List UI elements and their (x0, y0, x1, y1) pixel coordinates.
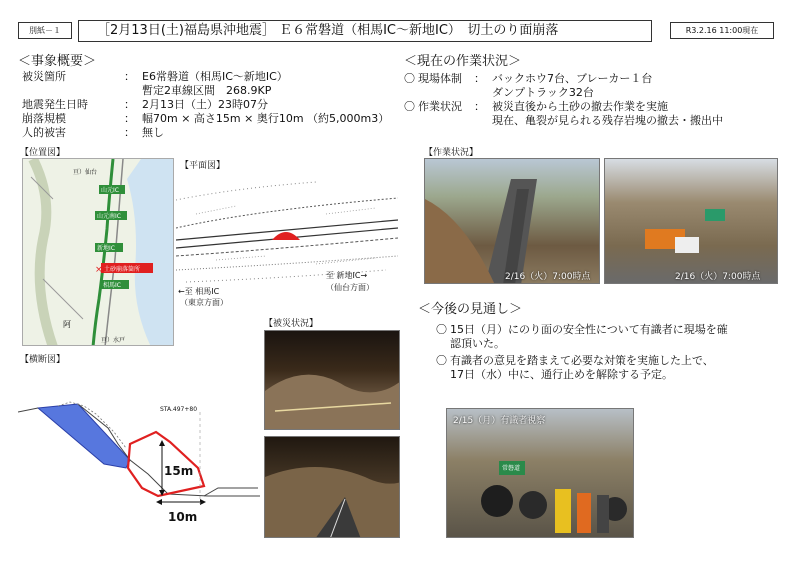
work-photo-1 (424, 158, 600, 284)
overview-row: 地震発生日時 ： 2月13日（土）23時07分 (22, 98, 268, 111)
sign-text: 常磐道 (502, 465, 521, 472)
overview-row: 崩落規模 ： 幅70m × 高さ15m × 奥行10m （約5,000m3） (22, 112, 390, 125)
map-place: 阿 (63, 320, 71, 329)
direction-soma: ←至 相馬IC (178, 287, 220, 296)
map-place: 新地IC (97, 245, 115, 252)
outlook-item: 〇 15日（月）にのり面の安全性について有識者に現場を確 (436, 323, 728, 336)
damage-photo-2 (264, 436, 400, 538)
overview-list (22, 70, 389, 140)
inspection-photo-caption: 2/15（月）有識者視察 (453, 416, 546, 426)
work-photo-2 (604, 158, 778, 284)
status-line: 〇 現場体制 ： バックホウ7台、ブレーカー１台 (404, 72, 653, 85)
outlook-item-cont: 17日（水）中に、通行止めを解除する予定。 (450, 368, 673, 381)
document-tag: 別紙－１ (18, 22, 72, 39)
direction-soma-sub: （東京方面） (180, 298, 228, 307)
outlook-heading: ＜今後の見通し＞ (418, 302, 523, 317)
work-photos-label: 【作業状況】 (424, 148, 479, 158)
outlook-list (436, 323, 728, 382)
plan-view-drawing (176, 170, 398, 308)
document-title: ［2月13日(土)福島県沖地震］ Ｅ６常磐道（相馬IC～新地IC） 切土のり面崩落 (78, 20, 652, 42)
width-dimension: 10m (168, 510, 198, 524)
overview-row: 暫定2車線区間 268.9KP (142, 84, 272, 97)
current-status-heading: ＜現在の作業状況＞ (404, 54, 522, 69)
current-status-list (404, 72, 723, 128)
cross-section-drawing (18, 384, 260, 534)
map-place: 亘）水戸 (101, 337, 126, 344)
as-of-date: R3.2.16 11:00現在 (670, 22, 774, 39)
work-photo-2-caption: 2/16（火）7:00時点 (675, 272, 761, 282)
location-map-label: 【位置図】 (20, 148, 66, 158)
cross-section-label: 【横断図】 (20, 355, 66, 365)
plan-view-label: 【平面図】 (180, 161, 226, 171)
inspection-photo (446, 408, 634, 538)
location-map (22, 158, 174, 346)
svg-text:×: × (95, 265, 103, 275)
collapse-site-label: 土砂崩落箇所 (104, 266, 141, 273)
overview-row: 被災箇所 ： E6常磐道（相馬IC～新地IC） (22, 70, 288, 83)
damage-photos-label: 【被災状況】 (264, 319, 319, 329)
damage-photo-1 (264, 330, 400, 430)
map-place: 山元南IC (97, 213, 121, 220)
map-place: 山元IC (101, 187, 119, 194)
outlook-item-cont: 認頂いた。 (450, 337, 505, 350)
outlook-item: 〇 有識者の意見を踏まえて必要な対策を実施した上で、 (436, 354, 714, 367)
direction-shinchi-sub: （仙台方面） (326, 283, 374, 292)
status-line: 〇 作業状況 ： 被災直後から土砂の撤去作業を実施 (404, 100, 668, 113)
work-photo-1-caption: 2/16（火）7:00時点 (505, 272, 591, 282)
status-line: ダンプトラック32台 (492, 86, 594, 99)
overview-heading: ＜事象概要＞ (18, 54, 97, 69)
map-place: 相馬IC (103, 282, 121, 289)
station-label: STA.497+80 (160, 406, 198, 413)
map-place: 亘）仙台 (73, 169, 98, 176)
overview-row: 人的被害 ： 無し (22, 126, 164, 139)
direction-shinchi: 至 新地IC→ (326, 271, 368, 280)
height-dimension: 15m (164, 464, 194, 478)
status-line: 現在、亀裂が見られる残存岩塊の撤去・搬出中 (492, 114, 723, 127)
